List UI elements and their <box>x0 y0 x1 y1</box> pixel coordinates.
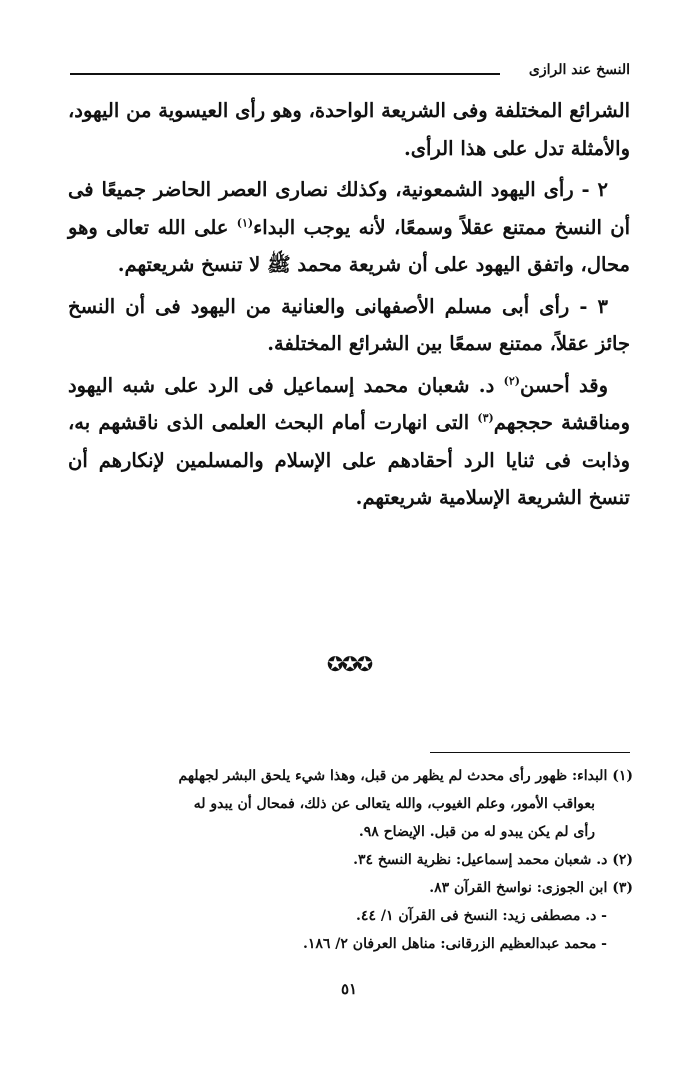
paragraph-3: ٣ - رأى أبى مسلم الأصفهانى والعنانية من اليهود فى أن النسخ جائز عقلاً، ممتنع سمعًا بين الشرائع المختلفة. <box>68 294 630 355</box>
footnote-ref-2: (٢) <box>503 374 520 387</box>
footnote-1-line-2: بعواقب الأمور، وعلم الغيوب، والله يتعالى عن ذلك، فمحال أن يبدو له <box>193 796 595 812</box>
footnote-2: (٢) د. شعبان محمد إسماعيل: نظرية النسخ ٣٤. <box>353 852 633 868</box>
footnote-1-number: (١) <box>612 768 633 784</box>
running-header <box>70 62 630 82</box>
footnote-1 <box>68 762 633 790</box>
footnote-ref-3: (٣) <box>477 411 494 425</box>
paragraph-2 <box>68 171 630 284</box>
paragraph-4 <box>68 367 630 517</box>
header-title: النسخ عند الرازى <box>528 62 630 78</box>
paragraph-1: الشرائع المختلفة وفى الشريعة الواحدة، وهو رأى العيسوية من اليهود، والأمثلة تدل على هذا الرأى. <box>68 99 630 160</box>
paragraph-4-text-b: د. شعبان محمد إسماعيل فى الرد على شبه اليهود ومناقشة حججهم <box>68 373 631 434</box>
paragraph-2-text: ٢ - رأى اليهود الشمعونية، وكذلك نصارى العصر الحاضر جميعًا فى أن النسخ ممتنع عقلاً وسمعًا، لأنه يوجب البداء <box>68 178 630 239</box>
footnote-1-line-1: البداء: ظهور رأى محدث لم يظهر من قبل، وهذا شيء يلحق البشر لجهلهم <box>178 768 608 784</box>
footnote-ref-1: (١) <box>236 216 254 229</box>
footnote-3-sub-1: - د. مصطفى زيد: النسخ فى القرآن ١/ ٤٤. <box>356 908 607 924</box>
paragraph-2-text-cont: على الله تعالى وهو محال، واتفق اليهود على أن شريعة محمد ﷺ لا تنسخ شريعتهم. <box>68 215 630 276</box>
header-rule <box>70 73 500 75</box>
footnotes <box>68 762 633 958</box>
paragraph-4-text-c: التى انهارت أمام البحث العلمى الذى ناقشهم به، وذابت فى ثنايا الرد أحقادهم على الإسلام والمسلمين لإنكارهم أن تنسخ الشريعة الإسلامية شريعتهم. <box>68 411 630 509</box>
main-text <box>68 92 630 521</box>
footnote-rule <box>430 752 630 753</box>
footnote-3-sub-2: - محمد عبدالعظيم الزرقانى: مناهل العرفان ٢/ ١٨٦. <box>302 936 607 952</box>
footnote-1-line-3: رأى لم يكن يبدو له من قبل. الإيضاح ٩٨. <box>358 824 595 840</box>
paragraph-4-text-a: وقد أحسن <box>519 373 608 397</box>
section-ornament: ✪✪✪ <box>326 652 372 676</box>
page-number: ٥١ <box>340 980 358 998</box>
footnote-3: (٣) ابن الجوزى: نواسخ القرآن ٨٣. <box>429 880 633 896</box>
